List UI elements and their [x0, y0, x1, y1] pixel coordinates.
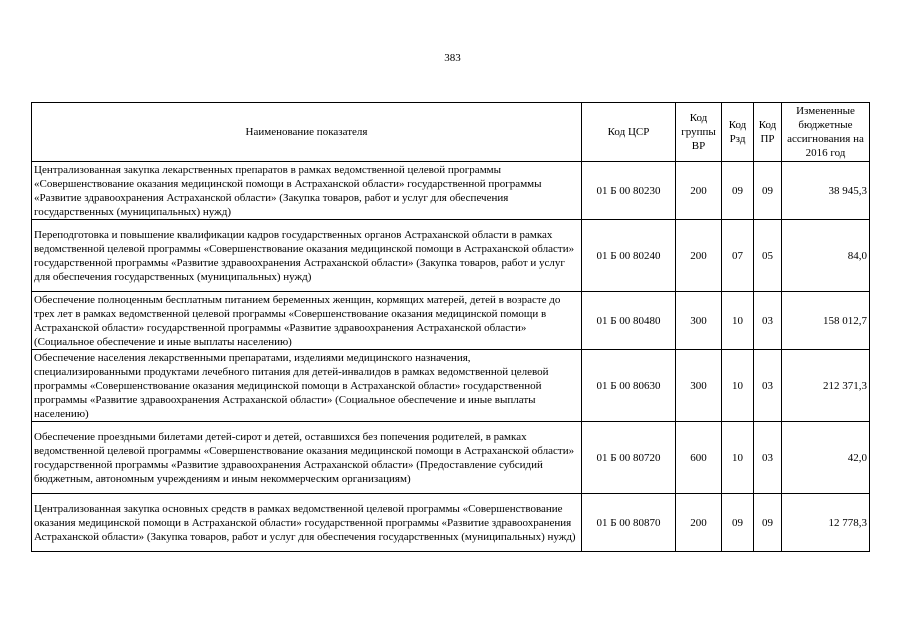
- row-rzd: 10: [722, 292, 754, 350]
- row-csr: 01 Б 00 80630: [582, 350, 676, 422]
- row-name: Обеспечение населения лекарственными препаратами, изделиями медицинского назначения, специализированными продуктами лечебного питания для детей-инвалидов в рамках ведомственной целевой программы «Совершенствование оказания медицинской помощи в Астраханской области» государственной программы «Развитие здравоохранения Астраханской области» (Социальное обеспечение и иные выплаты населению): [32, 350, 582, 422]
- row-amount: 212 371,3: [782, 350, 870, 422]
- header-csr: Код ЦСР: [582, 103, 676, 162]
- table-row: [32, 494, 870, 552]
- row-name: Обеспечение проездными билетами детей-сирот и детей, оставшихся без попечения родителей, в рамках ведомственной целевой программы «Совершенствование оказания медицинской помощи в Астраханской области» государственной программы «Развитие здравоохранения Астраханской области» (Предоставление субсидий бюджетным, автономным учреждениям и иным некоммерческим организациям): [32, 422, 582, 494]
- table-row: [32, 350, 870, 422]
- row-vr: 300: [676, 292, 722, 350]
- row-pr: 03: [754, 422, 782, 494]
- row-amount: 12 778,3: [782, 494, 870, 552]
- table-row: [32, 292, 870, 350]
- row-csr: 01 Б 00 80480: [582, 292, 676, 350]
- row-csr: 01 Б 00 80240: [582, 220, 676, 292]
- row-pr: 03: [754, 350, 782, 422]
- header-pr: Код ПР: [754, 103, 782, 162]
- row-vr: 200: [676, 220, 722, 292]
- row-csr: 01 Б 00 80720: [582, 422, 676, 494]
- table-row: [32, 422, 870, 494]
- page-number: 383: [444, 52, 461, 64]
- header-name: Наименование показателя: [32, 103, 582, 162]
- row-amount: 38 945,3: [782, 162, 870, 220]
- row-rzd: 09: [722, 162, 754, 220]
- row-csr: 01 Б 00 80870: [582, 494, 676, 552]
- row-amount: 158 012,7: [782, 292, 870, 350]
- table-row: [32, 220, 870, 292]
- row-pr: 03: [754, 292, 782, 350]
- row-amount: 42,0: [782, 422, 870, 494]
- row-vr: 200: [676, 494, 722, 552]
- header-amount: Измененные бюджетные ассигнования на 2016 год: [782, 103, 870, 162]
- table-row: [32, 162, 870, 220]
- row-name: Обеспечение полноценным бесплатным питанием беременных женщин, кормящих матерей, детей в возрасте до трех лет в рамках ведомственной целевой программы «Совершенствование оказания медицинской помощи в Астраханской области» государственной программы «Развитие здравоохранения Астраханской области» (Социальное обеспечение и иные выплаты населению): [32, 292, 582, 350]
- row-name: Централизованная закупка основных средств в рамках ведомственной целевой программы «Совершенствование оказания медицинской помощи в Астраханской области» государственной программы «Развитие здравоохранения Астраханской области» (Закупка товаров, работ и услуг для обеспечения государственных (муниципальных) нужд): [32, 494, 582, 552]
- row-vr: 200: [676, 162, 722, 220]
- row-vr: 300: [676, 350, 722, 422]
- row-vr: 600: [676, 422, 722, 494]
- table-header-row: [32, 103, 870, 162]
- header-vr: Код группы ВР: [676, 103, 722, 162]
- row-pr: 09: [754, 494, 782, 552]
- row-rzd: 07: [722, 220, 754, 292]
- row-rzd: 10: [722, 422, 754, 494]
- row-name: Централизованная закупка лекарственных препаратов в рамках ведомственной целевой программы «Совершенствование оказания медицинской помощи в Астраханской области» государственной программы «Развитие здравоохранения Астраханской области» (Закупка товаров, работ и услуг для обеспечения государственных (муниципальных) нужд): [32, 162, 582, 220]
- row-rzd: 10: [722, 350, 754, 422]
- row-name: Переподготовка и повышение квалификации кадров государственных органов Астраханской области в рамках ведомственной целевой программы «Совершенствование оказания медицинской помощи в Астраханской области» государственной программы «Развитие здравоохранения Астраханской области» (Закупка товаров, работ и услуг для обеспечения государственных (муниципальных) нужд): [32, 220, 582, 292]
- row-csr: 01 Б 00 80230: [582, 162, 676, 220]
- row-rzd: 09: [722, 494, 754, 552]
- row-pr: 09: [754, 162, 782, 220]
- budget-table: [31, 102, 870, 552]
- row-pr: 05: [754, 220, 782, 292]
- row-amount: 84,0: [782, 220, 870, 292]
- header-rzd: Код Рзд: [722, 103, 754, 162]
